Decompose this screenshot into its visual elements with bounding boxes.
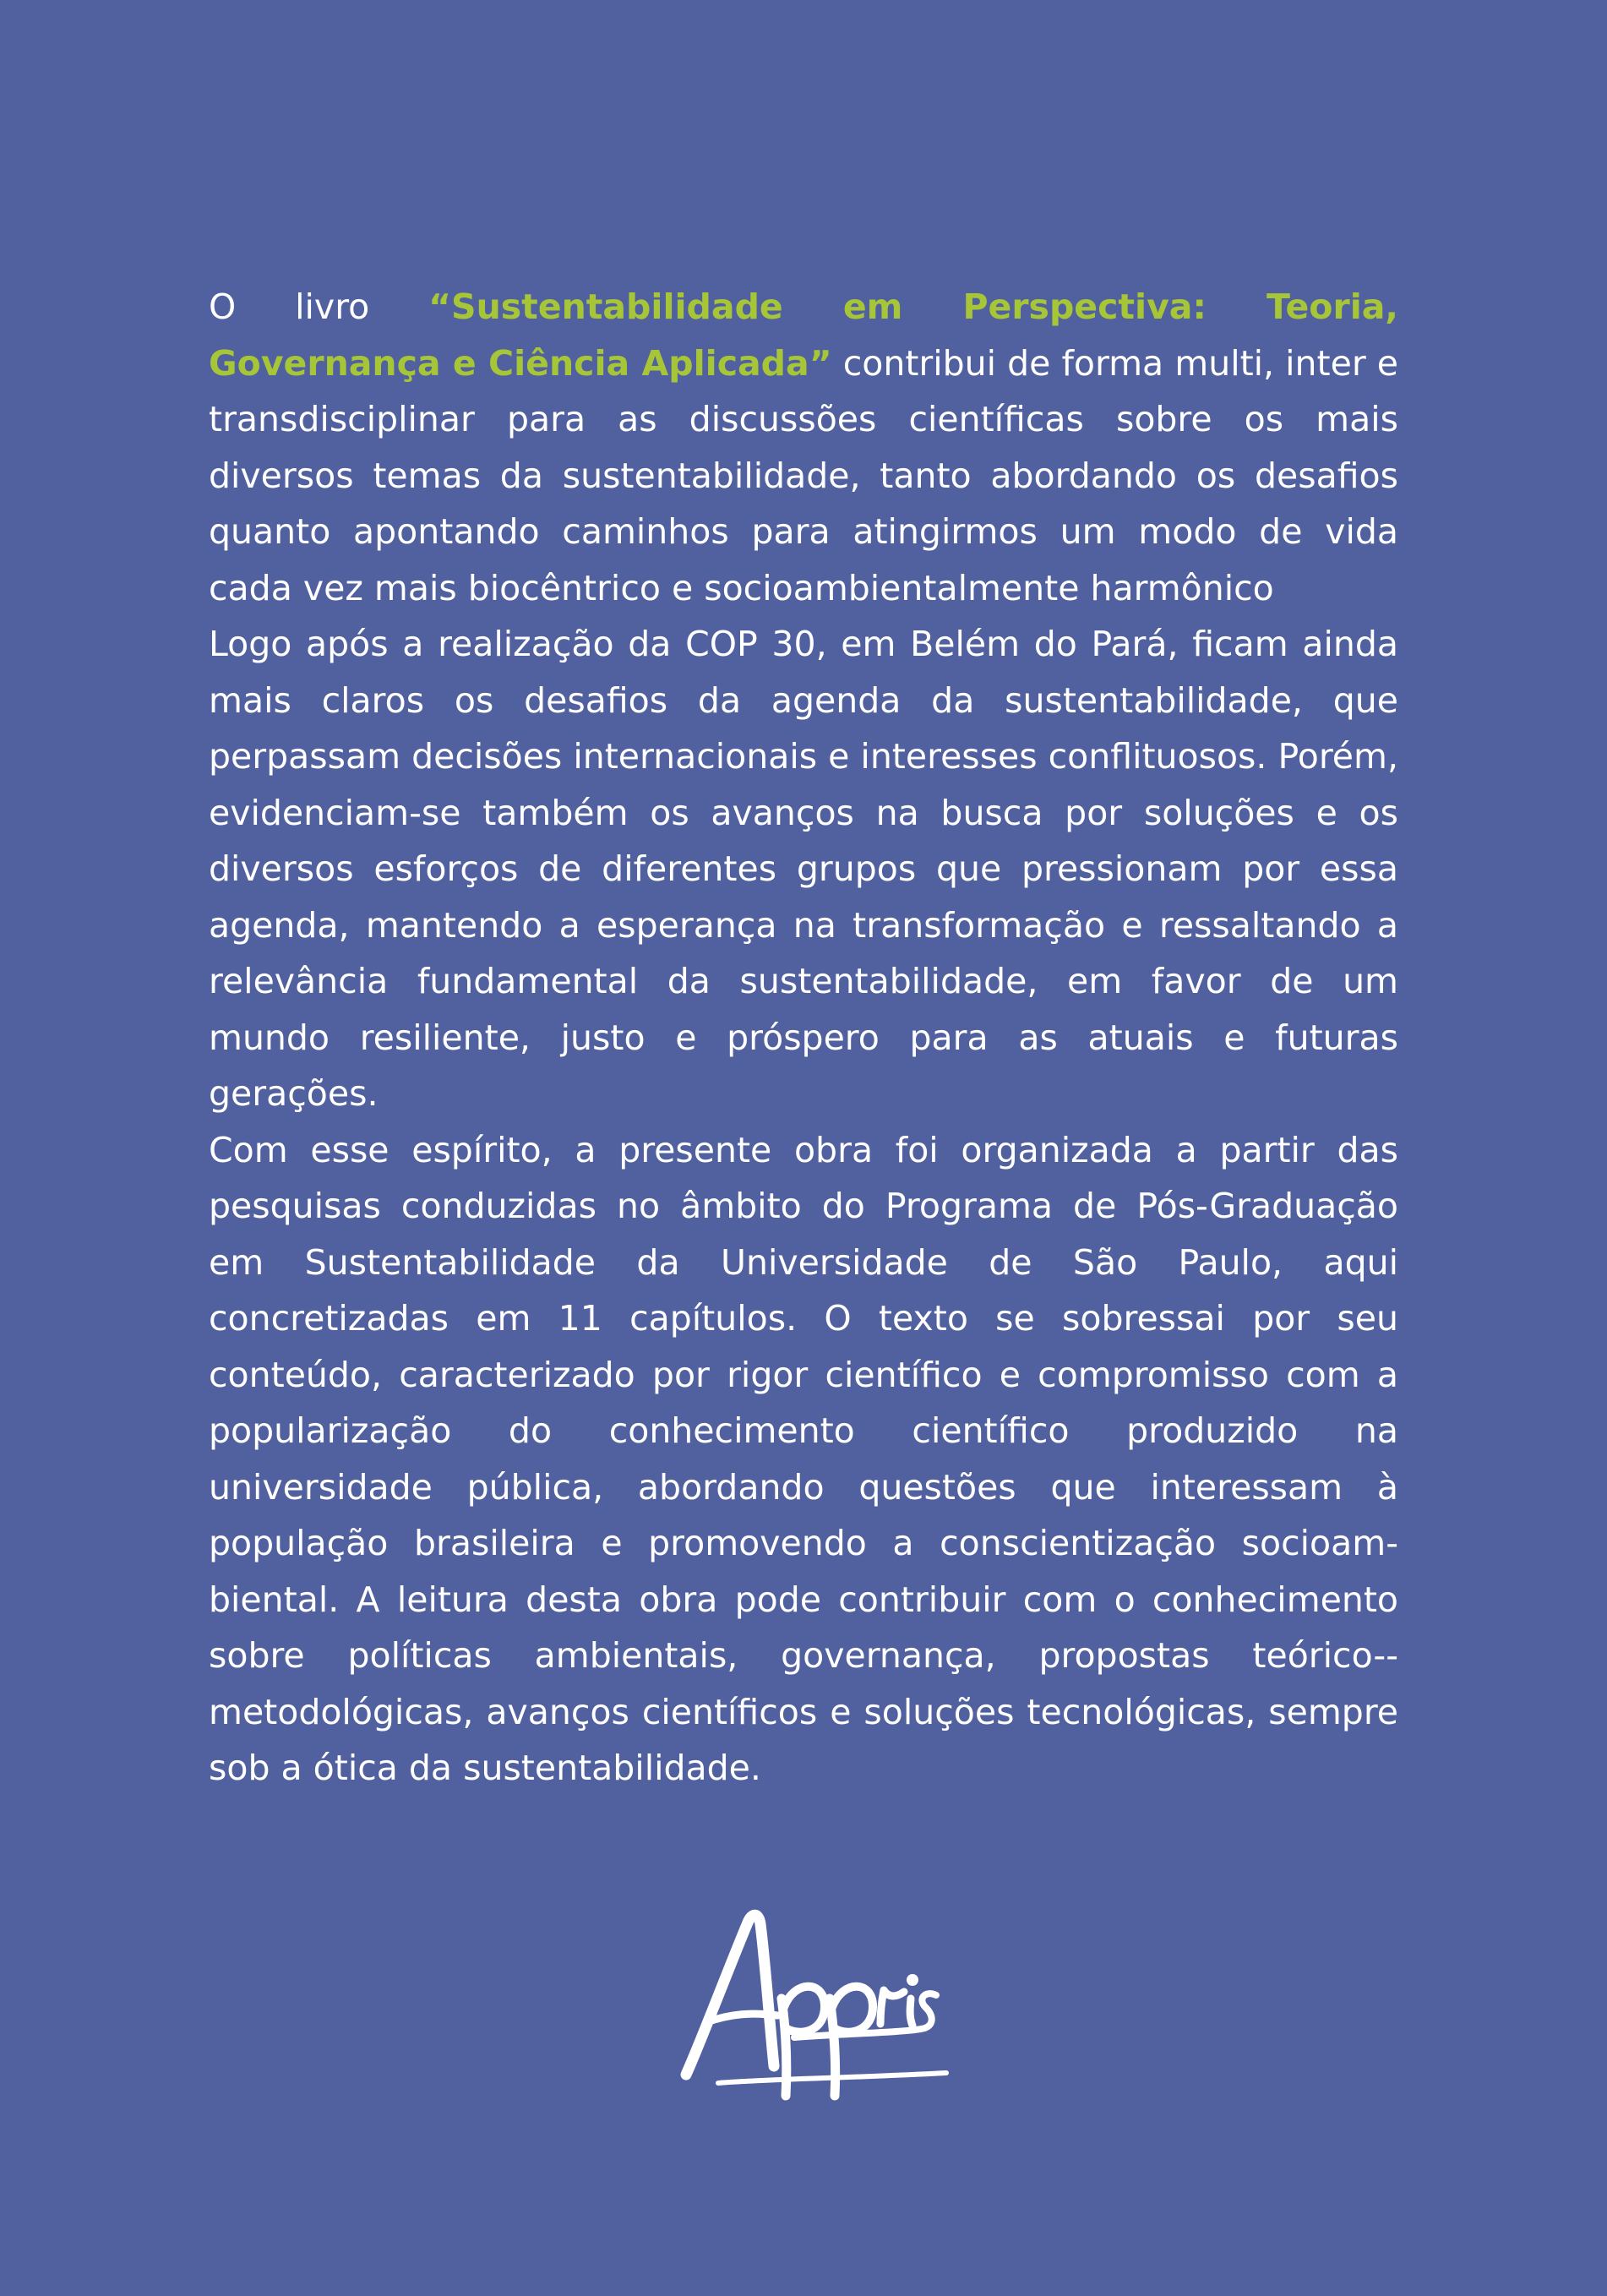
paragraph-1-rest: contribui de forma multi, inter e transdisciplinar para as discussões científicas sobre os mais diversos temas da sustentabilidade, tanto abordando os desafios quanto apontando caminhos para atingirmos um modo de vida cada vez mais biocêntrico e socioambientalmente harmônico xyxy=(209,342,1398,608)
appris-logo-mark xyxy=(667,1872,955,2134)
paragraph-3: Com esse espírito, a presente obra foi organizada a partir das pesquisas conduzidas no âmbito do Programa de Pós-Graduação em Sustentabilidade da Universidade de São Paulo, aqui concretizadas em 11 capítulos. O texto se sobressai por seu conteúdo, caracterizado por rigor científico e compromisso com a popularização do conhecimento científico produzido na universidade pública, abordando questões que interessam à população brasileira e promovendo a conscientização socioambiental. A leitura desta obra pode contribuir com o conhecimento sobre políticas ambientais, governança, propostas teórico--metodológicas, avanços científicos e soluções tecnológicas, sempre sob a ótica da sustentabilidade. xyxy=(209,1129,1398,1788)
paragraph-2: Logo após a realização da COP 30, em Belém do Pará, ficam ainda mais claros os desafios da agenda da sustentabilidade, que perpassam decisões internacionais e interesses conflituosos. Porém, evidenciam-se também os avanços na busca por soluções e os diversos esforços de diferentes grupos que pressionam por essa agenda, mantendo a esperança na transformação e ressaltando a relevância fundamental da sustentabilidade, em favor de um mundo resiliente, justo e próspero para as atuais e futuras gerações. xyxy=(209,624,1398,1114)
paragraph-1 xyxy=(209,279,1398,616)
book-title: “Sustentabilidade em Perspectiva: Teoria, Governança e Ciência Aplicada” xyxy=(209,286,1398,384)
appris-logo xyxy=(667,1872,955,2134)
paragraph-1-intro: O livro xyxy=(209,286,429,327)
synopsis-text xyxy=(209,279,1398,1797)
